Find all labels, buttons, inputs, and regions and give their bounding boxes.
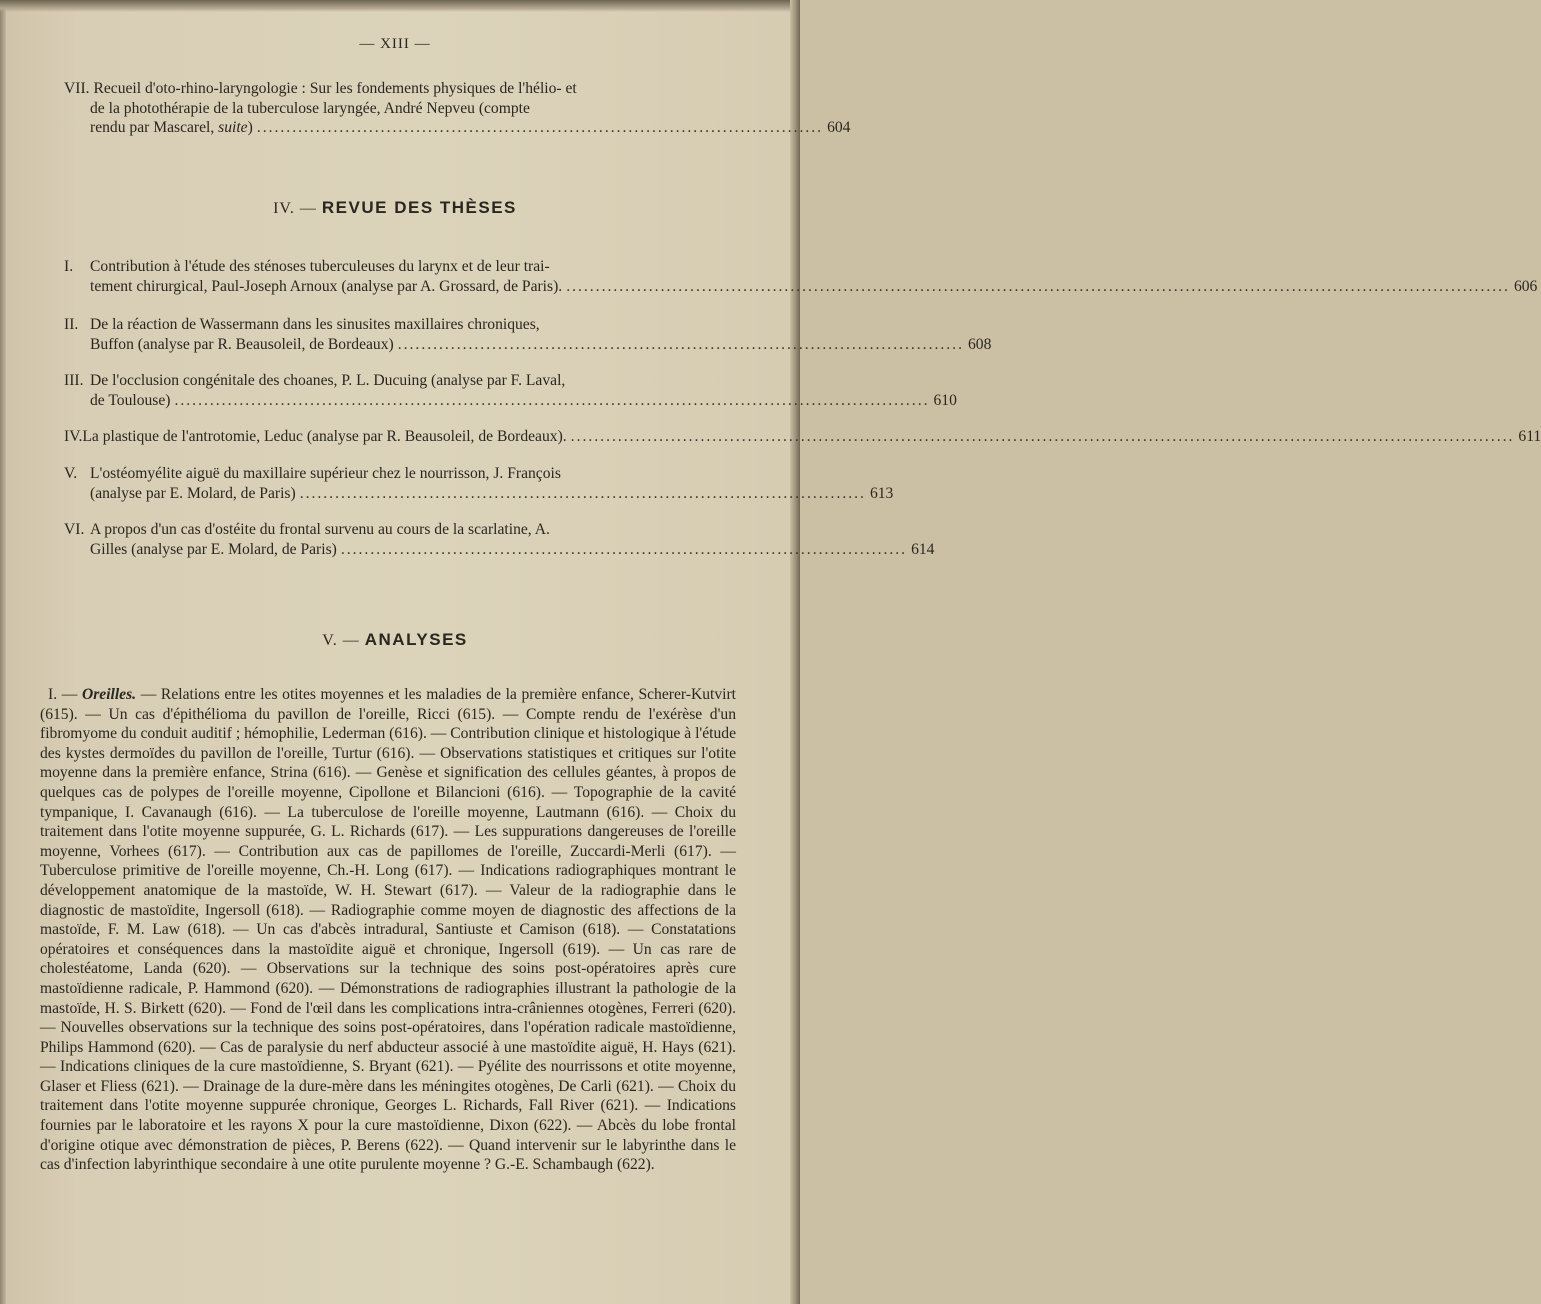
entry-text-line1: A propos d'un cas d'ostéite du frontal survenu au cours de la scarlatine, A. bbox=[90, 521, 550, 538]
toc-entry-revue-2 bbox=[64, 315, 992, 354]
page-edge-left bbox=[0, 0, 6, 1304]
entry-text-line2: Gilles (analyse par E. Molard, de Paris) bbox=[90, 540, 337, 558]
entry-number: II. bbox=[64, 316, 79, 333]
entry-page: 614 bbox=[911, 540, 935, 558]
section-heading-revue bbox=[0, 198, 790, 218]
entry-text-line2: de Toulouse) bbox=[90, 391, 171, 409]
entry-number: III. bbox=[64, 372, 84, 389]
page-number: — XIII — bbox=[359, 36, 431, 52]
dot-leader: ................................................................................................ bbox=[340, 540, 908, 558]
entry-text-line1: L'ostéomyélite aiguë du maxillaire supérieur chez le nourrisson, J. François bbox=[90, 465, 561, 482]
entry-text-line2: tement chirurgical, Paul-Joseph Arnoux (analyse par A. Grossard, de Paris). bbox=[90, 277, 563, 295]
section-prefix: IV. — bbox=[273, 200, 317, 217]
entry-number: VI. bbox=[64, 521, 85, 538]
dot-leader: ................................................................................................................................................................ bbox=[566, 277, 1510, 295]
entry-text-line1: De l'occlusion congénitale des choanes, P. L. Ducuing (analyse par F. Laval, bbox=[90, 372, 566, 389]
dot-leader: ................................................................................................ bbox=[397, 335, 964, 353]
toc-entry-revue-3 bbox=[64, 371, 957, 410]
entry-text-line2: (analyse par E. Molard, de Paris) bbox=[90, 484, 296, 502]
dot-leader: ................................................................................................ bbox=[299, 484, 866, 502]
entry-text-line1: Contribution à l'étude des sténoses tuberculeuses du larynx et de leur trai- bbox=[90, 258, 550, 275]
toc-entry-vii bbox=[64, 79, 851, 138]
entry-text-line3: rendu par Mascarel, suite) bbox=[90, 119, 253, 136]
toc-entry-revue-4 bbox=[64, 427, 1541, 447]
entry-page: 613 bbox=[869, 484, 894, 502]
section-title: ANALYSES bbox=[364, 630, 468, 649]
entry-text-line1: De la réaction de Wassermann dans les sinusites maxillaires chroniques, bbox=[90, 316, 540, 333]
analyses-text: — Relations entre les otites moyennes et les maladies de la première enfance, Scherer-Kutvirt (615). — Un cas d'épithélioma du pavillon de l'oreille, Ricci (615). — Compte rendu de l'exérèse d'un fibromyome du conduit auditif ; hémophilie, Lederman (616). — Contribution clinique et histologique à l'étude des kystes dermoïdes du pavillon de l'oreille, Turtur (616). — Observations statistiques et critiques sur l'otite moyenne dans la première enfance, Strina (616). — Genèse et signification des cellules géantes, à propos de quelques cas de polypes de l'oreille moyenne, Cipollone et Bilancioni (616). — Topographie de la cavité tympanique, I. Cavanaugh (616). — La tuberculose de l'oreille moyenne, Lautmann (616). — Choix du traitement dans l'otite moyenne suppurée, G. L. Richards (617). — Les suppurations dangereuses de l'oreille moyenne, Vorhees (617). — Contribution aux cas de papillomes de l'oreille, Zuccardi-Merli (617). — Tuberculose primitive de l'oreille moyenne, Ch.-H. Long (617). — Indications radiographiques montrant le développement anatomique de la mastoïde, W. H. Stewart (617). — Valeur de la radiographie dans le diagnostic de mastoïdite, Ingersoll (618). — Radiographie comme moyen de diagnostic des affections de la mastoïde, F. M. Law (618). — Un cas d'abcès intradural, Santiuste et Camison (618). — Constatations opératoires et conséquences dans la mastoïdite aiguë et chronique, Ingersoll (619). — Un cas rare de cholestéatome, Landa (620). — Observations sur la technique des soins post-opératoires après cure mastoïdienne radicale, P. Hammond (620). — Démonstrations de radiographies illustrant la pathologie de la mastoïde, H. S. Birkett (620). — Fond de l'œil dans les complications intra-crâniennes otogènes, Ferreri (620). — Nouvelles observations sur la technique des soins post-opératoires, dans l'opération radicale mastoïdienne, Philips Hammond (620). — Cas de paralysie du nerf abducteur associé à une mastoïdite aiguë, H. Hays (621). — Indications cliniques de la cure mastoïdienne, S. Bryant (621). — Pyélite des nourrissons et otite moyenne, Glaser et Fliess (621). — Drainage de la dure-mère dans les méningites otogènes, De Carli (621). — Choix du traitement dans l'otite moyenne suppurée chronique, Georges L. Richards, Fall River (621). — Indications fournies par le laboratoire et les rayons X pour la cure mastoïdienne, Dixon (622). — Abcès du lobe frontal d'origine otique avec démonstration de pièces, P. Berens (622). — Quand intervenir sur le labyrinthe dans le cas d'infection labyrinthique secondaire à une otite purulente moyenne ? G.-E. Schambaugh (622). bbox=[40, 686, 737, 1174]
analyses-number: I. — bbox=[48, 686, 78, 703]
toc-entry-revue-6 bbox=[64, 520, 935, 559]
entry-text-line2: de la photothérapie de la tuberculose laryngée, André Nepveu (compte bbox=[90, 99, 530, 117]
dot-leader: ................................................................................................................................................................ bbox=[570, 428, 1515, 445]
entry-text-line1: Recueil d'oto-rhino-laryngologie : Sur les fondements physiques de l'hélio- et bbox=[93, 80, 577, 97]
page-edge-right bbox=[790, 0, 800, 1304]
toc-entry-revue-5 bbox=[64, 464, 894, 503]
entry-page: 611 bbox=[1518, 428, 1541, 445]
page-top-shadow bbox=[0, 0, 790, 12]
entry-page: 604 bbox=[827, 119, 851, 136]
analyses-paragraph bbox=[40, 685, 736, 1175]
entry-text-line1: La plastique de l'antrotomie, Leduc (analyse par R. Beausoleil, de Bordeaux). bbox=[82, 428, 567, 445]
section-prefix: V. — bbox=[322, 632, 360, 649]
entry-page: 610 bbox=[933, 391, 957, 409]
section-heading-analyses bbox=[0, 630, 790, 650]
section-title: REVUE DES THÈSES bbox=[321, 198, 517, 217]
entry-text-line2: Buffon (analyse par R. Beausoleil, de Bordeaux) bbox=[90, 335, 394, 353]
entry-number: V. bbox=[64, 465, 78, 482]
entry-number: IV. bbox=[64, 428, 83, 445]
entry-number: VII. bbox=[64, 80, 90, 97]
entry-page: 606 bbox=[1513, 277, 1538, 295]
toc-entry-revue-1 bbox=[64, 257, 1538, 296]
entry-number: I. bbox=[64, 258, 74, 275]
dot-leader: ................................................................................................ bbox=[256, 119, 824, 136]
entry-page: 608 bbox=[967, 335, 992, 353]
dot-leader: ................................................................................................................................ bbox=[174, 391, 930, 409]
analyses-heading: Oreilles. bbox=[81, 686, 137, 703]
